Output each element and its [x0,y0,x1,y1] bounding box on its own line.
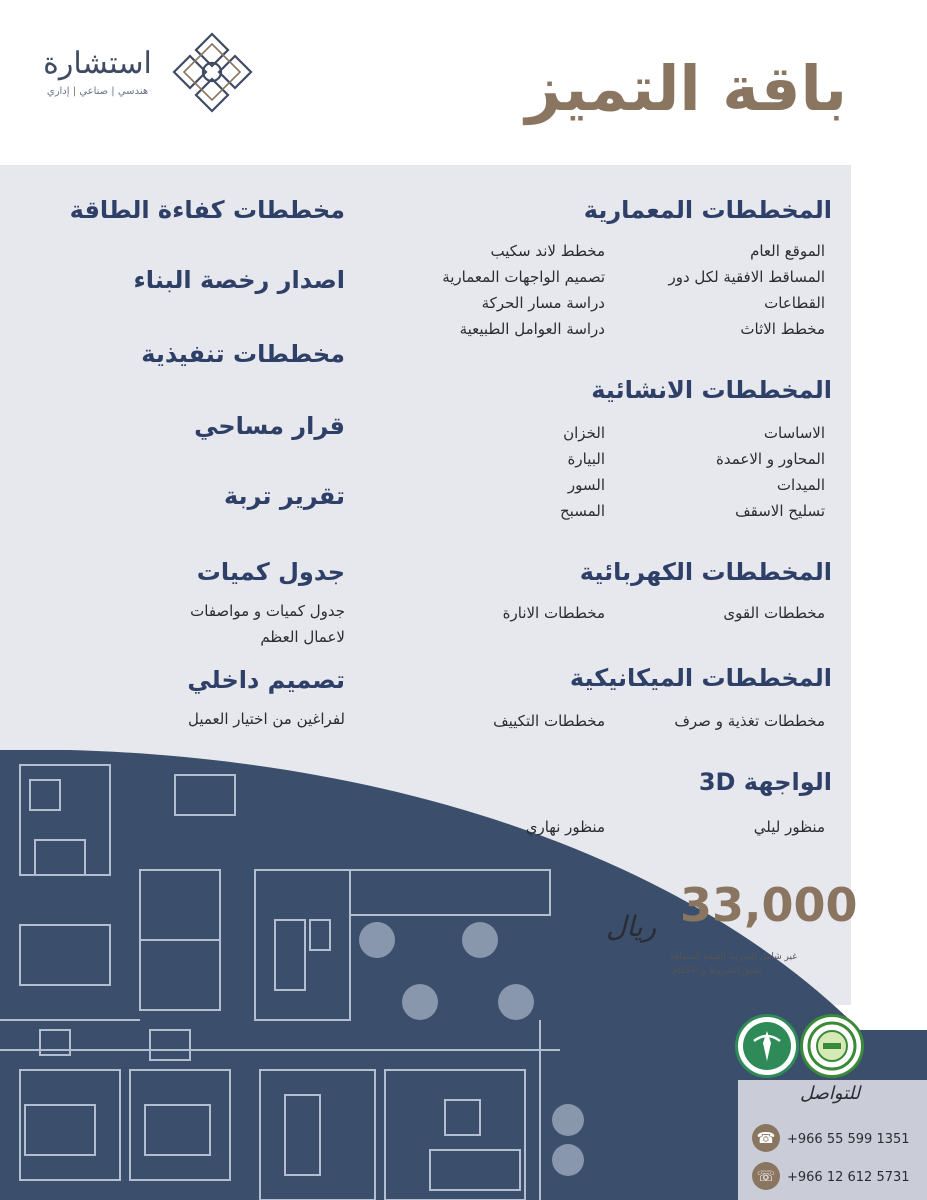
electrical-plans-heading: المخططات الكهربائية [579,558,832,586]
architectural-plans-heading: المخططات المعمارية [583,196,832,224]
interior-desc: لفراغين من اختيار العميل [188,710,345,728]
landline-phone-icon: ☏ [752,1162,780,1190]
list-item: الخزان [563,424,605,442]
list-item: البيارة [567,450,605,468]
logo-ornament-icon [170,30,255,115]
contact-label: للتواصل [800,1083,861,1104]
list-item: الاساسات [763,424,825,442]
package-title: باقة التميز [525,52,847,125]
mobile-phone-icon: ☎ [752,1124,780,1152]
price-note: غير شامل للضريبة القيمة المضافة [670,952,797,962]
price-amount: 33,000 [680,878,858,932]
structural-plans-heading: المخططات الانشائية [591,376,832,404]
list-item: مخططات التكييف [493,712,605,730]
quantities-desc: جدول كميات و مواصفات [190,602,345,620]
list-item: القطاعات [764,294,825,312]
list-item: مخططات تغذية و صرف [674,712,825,730]
list-item: المسبح [560,502,605,520]
facade-3d-heading: الواجهة 3D [698,768,832,796]
logo-text: استشارة [43,46,152,81]
list-item: منظور ليلي [753,818,825,836]
mechanical-plans-heading: المخططات الميكانيكية [569,664,832,692]
mobile-phone-number[interactable]: +966 55 599 1351 [787,1132,910,1147]
building-permit-heading: اصدار رخصة البناء [133,266,345,294]
list-item: الميدات [776,476,825,494]
list-item: مخطط الاثاث [740,320,825,338]
list-item: تصميم الواجهات المعمارية [442,268,605,286]
survey-decision-heading: قرار مساحي [194,412,345,440]
ministry-seal-icon [800,1014,864,1078]
execution-plans-heading: مخططات تنفيذية [141,340,345,368]
list-item: تسليح الاسقف [735,502,825,520]
price-note: تطبق الشروط و الاحكام [672,966,763,976]
list-item: دراسة العوامل الطبيعية [459,320,605,338]
soil-report-heading: تقرير تربة [223,482,345,510]
list-item: مخططات القوى [723,604,825,622]
list-item: السور [567,476,605,494]
list-item: منظور نهاري [525,818,605,836]
list-item: مخططات الانارة [502,604,605,622]
list-item: مخطط لاند سكيب [490,242,605,260]
logo-tagline: هندسي | صناعي | إداري [46,86,149,97]
list-item: المساقط الافقية لكل دور [668,268,825,286]
quantities-desc: لاعمال العظم [260,628,345,646]
list-item: دراسة مسار الحركة [481,294,605,312]
green-seal-icon [735,1014,799,1078]
energy-efficiency-heading: مخططات كفاءة الطاقة [69,196,345,224]
list-item: الموقع العام [750,242,825,260]
landline-phone-number[interactable]: +966 12 612 5731 [787,1170,910,1185]
price-currency: ريال [606,910,657,943]
interior-design-heading: تصميم داخلي [187,666,345,694]
quantities-table-heading: جدول كميات [196,558,345,586]
list-item: المحاور و الاعمدة [715,450,825,468]
